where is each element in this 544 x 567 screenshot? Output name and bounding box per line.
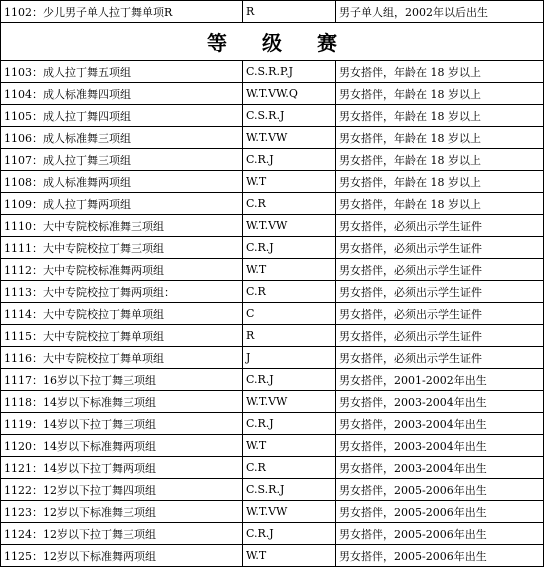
event-table-body — [1, 1, 544, 567]
dance-code-cell: R — [243, 1, 336, 23]
event-name-cell: 1122：12岁以下拉丁舞四项组 — [1, 479, 243, 501]
event-name-cell: 1102：少儿男子单人拉丁舞单项R — [1, 1, 243, 23]
event-name-cell: 1125：12岁以下标准舞两项组 — [1, 545, 243, 567]
requirement-cell: 男女搭伴，2005-2006年出生 — [336, 479, 544, 501]
requirement-cell: 男女搭伴，2001-2002年出生 — [336, 369, 544, 391]
event-name-cell: 1117：16岁以下拉丁舞三项组 — [1, 369, 243, 391]
event-name-cell: 1121：14岁以下拉丁舞两项组 — [1, 457, 243, 479]
dance-code-cell: C.R — [243, 457, 336, 479]
event-name-cell: 1112：大中专院校标准舞两项组 — [1, 259, 243, 281]
table-row — [1, 281, 544, 303]
table-row — [1, 545, 544, 567]
event-name-cell: 1111：大中专院校拉丁舞三项组 — [1, 237, 243, 259]
dance-code-cell: R — [243, 325, 336, 347]
requirement-cell: 男女搭伴，必须出示学生证件 — [336, 237, 544, 259]
event-name-cell: 1118：14岁以下标准舞三项组 — [1, 391, 243, 413]
table-row — [1, 369, 544, 391]
dance-code-cell: W.T.VW — [243, 501, 336, 523]
event-name-cell: 1105：成人拉丁舞四项组 — [1, 105, 243, 127]
table-row — [1, 83, 544, 105]
dance-code-cell: C.R.J — [243, 237, 336, 259]
requirement-cell: 男女搭伴，年龄在 18 岁以上 — [336, 193, 544, 215]
table-row — [1, 435, 544, 457]
event-name-cell: 1123：12岁以下标准舞三项组 — [1, 501, 243, 523]
requirement-cell: 男女搭伴，2003-2004年出生 — [336, 435, 544, 457]
requirement-cell: 男子单人组，2002年以后出生 — [336, 1, 544, 23]
dance-code-cell: W.T.VW.Q — [243, 83, 336, 105]
table-row — [1, 61, 544, 83]
table-row — [1, 479, 544, 501]
dance-code-cell: W.T.VW — [243, 215, 336, 237]
dance-code-cell: C.R.J — [243, 149, 336, 171]
table-row — [1, 149, 544, 171]
event-name-cell: 1107：成人拉丁舞三项组 — [1, 149, 243, 171]
table-row — [1, 391, 544, 413]
requirement-cell: 男女搭伴，2003-2004年出生 — [336, 413, 544, 435]
event-name-cell: 1115：大中专院校拉丁舞单项组 — [1, 325, 243, 347]
dance-code-cell: C.S.R.P.J — [243, 61, 336, 83]
event-name-cell: 1108：成人标准舞两项组 — [1, 171, 243, 193]
table-row — [1, 171, 544, 193]
requirement-cell: 男女搭伴，2005-2006年出生 — [336, 501, 544, 523]
requirement-cell: 男女搭伴，必须出示学生证件 — [336, 325, 544, 347]
requirement-cell: 男女搭伴，年龄在 18 岁以上 — [336, 149, 544, 171]
dance-code-cell: W.T.VW — [243, 391, 336, 413]
dance-code-cell: W.T — [243, 435, 336, 457]
requirement-cell: 男女搭伴，必须出示学生证件 — [336, 215, 544, 237]
event-name-cell: 1113：大中专院校拉丁舞两项组： — [1, 281, 243, 303]
table-row — [1, 105, 544, 127]
section-header-row — [1, 23, 544, 61]
table-row — [1, 127, 544, 149]
event-name-cell: 1104：成人标准舞四项组 — [1, 83, 243, 105]
dance-code-cell: C.R.J — [243, 413, 336, 435]
requirement-cell: 男女搭伴，年龄在 18 岁以上 — [336, 83, 544, 105]
table-row — [1, 303, 544, 325]
dance-code-cell: C.R — [243, 281, 336, 303]
requirement-cell: 男女搭伴，必须出示学生证件 — [336, 347, 544, 369]
event-name-cell: 1120：14岁以下标准舞两项组 — [1, 435, 243, 457]
table-row — [1, 193, 544, 215]
requirement-cell: 男女搭伴，必须出示学生证件 — [336, 303, 544, 325]
table-row — [1, 259, 544, 281]
section-title: 等 级 赛 — [1, 23, 544, 61]
event-name-cell: 1109：成人拉丁舞两项组 — [1, 193, 243, 215]
requirement-cell: 男女搭伴，2003-2004年出生 — [336, 391, 544, 413]
requirement-cell: 男女搭伴，2005-2006年出生 — [336, 545, 544, 567]
table-row — [1, 215, 544, 237]
requirement-cell: 男女搭伴，年龄在 18 岁以上 — [336, 105, 544, 127]
event-name-cell: 1119：14岁以下拉丁舞三项组 — [1, 413, 243, 435]
table-row — [1, 501, 544, 523]
table-row — [1, 523, 544, 545]
table-row — [1, 457, 544, 479]
event-name-cell: 1106：成人标准舞三项组 — [1, 127, 243, 149]
dance-code-cell: J — [243, 347, 336, 369]
dance-code-cell: W.T — [243, 171, 336, 193]
requirement-cell: 男女搭伴，必须出示学生证件 — [336, 281, 544, 303]
event-name-cell: 1110：大中专院校标准舞三项组 — [1, 215, 243, 237]
requirement-cell: 男女搭伴，年龄在 18 岁以上 — [336, 171, 544, 193]
event-name-cell: 1116：大中专院校拉丁舞单项组 — [1, 347, 243, 369]
table-row — [1, 237, 544, 259]
event-name-cell: 1114：大中专院校拉丁舞单项组 — [1, 303, 243, 325]
requirement-cell: 男女搭伴，必须出示学生证件 — [336, 259, 544, 281]
table-row — [1, 1, 544, 23]
requirement-cell: 男女搭伴，年龄在 18 岁以上 — [336, 61, 544, 83]
dance-code-cell: W.T.VW — [243, 127, 336, 149]
requirement-cell: 男女搭伴，2005-2006年出生 — [336, 523, 544, 545]
dance-code-cell: C.S.R.J — [243, 105, 336, 127]
dance-code-cell: C.S.R.J — [243, 479, 336, 501]
dance-code-cell: C.R.J — [243, 369, 336, 391]
table-row — [1, 413, 544, 435]
dance-code-cell: C.R.J — [243, 523, 336, 545]
event-name-cell: 1103：成人拉丁舞五项组 — [1, 61, 243, 83]
table-row — [1, 325, 544, 347]
dance-code-cell: C — [243, 303, 336, 325]
requirement-cell: 男女搭伴，年龄在 18 岁以上 — [336, 127, 544, 149]
event-name-cell: 1124：12岁以下拉丁舞三项组 — [1, 523, 243, 545]
dance-code-cell: W.T — [243, 545, 336, 567]
dance-code-cell: C.R — [243, 193, 336, 215]
requirement-cell: 男女搭伴，2003-2004年出生 — [336, 457, 544, 479]
table-row — [1, 347, 544, 369]
dance-code-cell: W.T — [243, 259, 336, 281]
